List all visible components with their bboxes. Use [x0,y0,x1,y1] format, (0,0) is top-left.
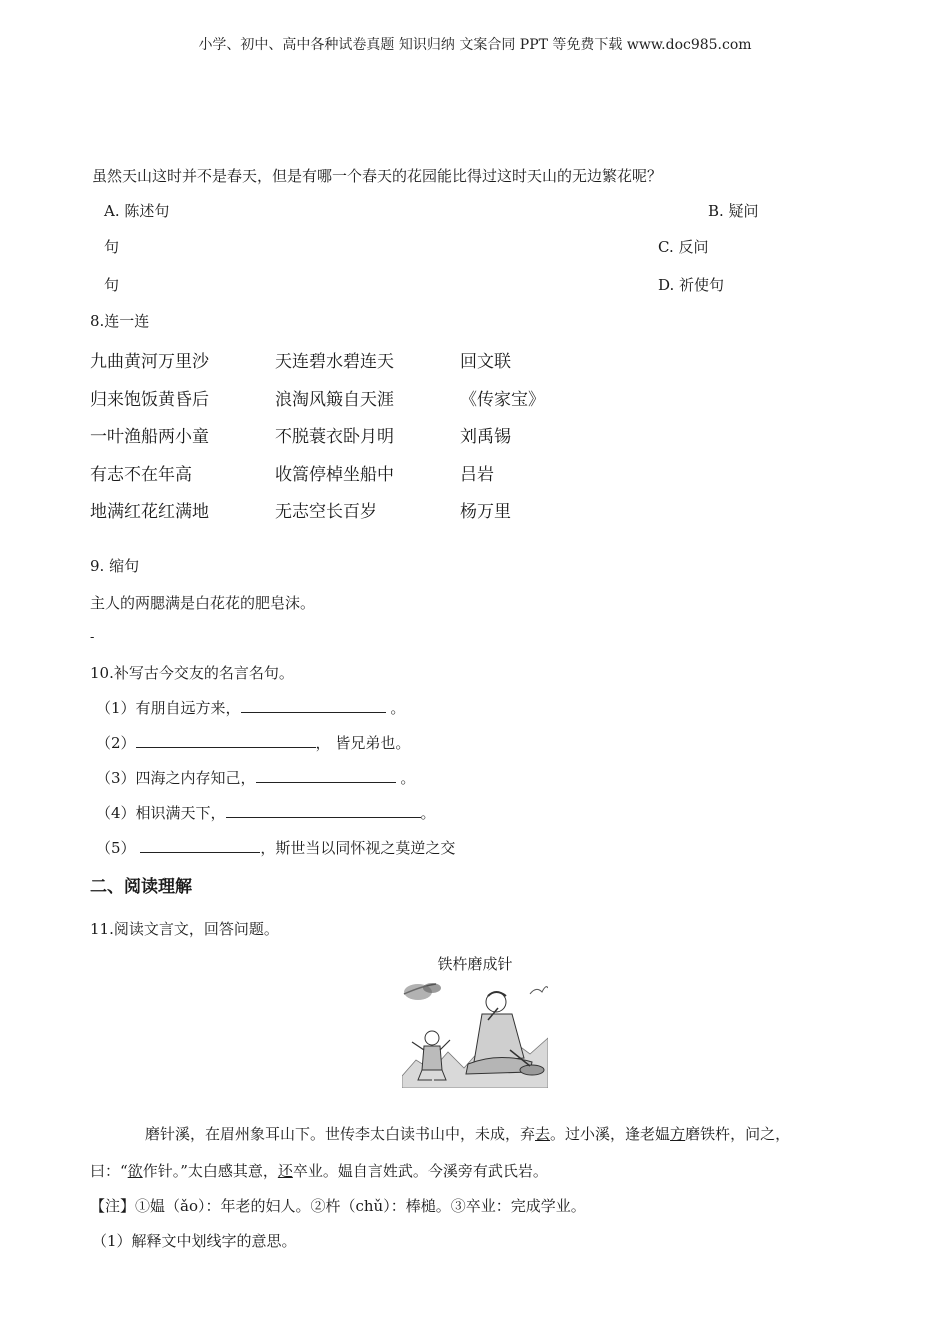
passage-text: 磨铁杵，问之， [685,1125,791,1143]
q8-col1-item: 地满红花红满地 [90,502,209,522]
passage-text: 作针。”太白感其意， [142,1162,278,1180]
q10-item-prefix: （3）四海之内存知己， [96,769,256,787]
q8-col1-item: 有志不在年高 [90,465,192,485]
q9-sentence: 主人的两腮满是白花花的肥皂沫。 [90,594,316,612]
q10-item [96,802,436,823]
q10-item-suffix: 。 [395,769,416,787]
page-header: 小学、初中、高中各种试卷真题 知识归纳 文案合同 PPT 等免费下载 www.doc985.com [198,37,752,53]
q8-col1-item: 九曲黄河万里沙 [90,352,209,372]
q10-item-prefix: （4）相识满天下， [96,804,226,822]
q8-col3-item: 回文联 [460,352,511,372]
passage-title: 铁杵磨成针 [437,955,513,973]
q10-item-prefix: （5） [96,839,141,857]
passage-text: 卒业。媪自言姓武。今溪旁有武氏岩。 [292,1162,548,1180]
underlined-word: 去 [535,1125,551,1143]
q8-col2-item: 不脱蓑衣卧月明 [275,427,394,447]
q10-item [96,837,455,858]
passage-note: 【注】①媪（ǎo）：年老的妇人。②杵（chǔ）：棒槌。③卒业：完成学业。 [90,1197,586,1215]
story-illustration [402,980,548,1088]
q7-option-b: B. 疑问 [708,202,759,220]
q8-col3-item: 《传家宝》 [460,390,545,410]
q10-title: 10.补写古今交友的名言名句。 [90,664,294,682]
q10-blank-3[interactable] [256,768,396,783]
q10-item [96,767,415,788]
q7-sentence: 虽然天山这时并不是春天，但是有哪一个春天的花园能比得过这时天山的无边繁花呢？ [92,167,663,185]
q7-option-c: C. 反问 [658,238,709,256]
q8-title: 8.连一连 [90,312,150,330]
q8-col2-item: 浪淘风簸自天涯 [275,390,394,410]
q7-fragment: 句 [104,238,120,256]
underlined-word: 还 [277,1162,293,1180]
q11-subquestion-1: （1）解释文中划线字的意思。 [92,1232,297,1250]
underlined-word: 欲 [127,1162,143,1180]
q8-col3-item: 杨万里 [460,502,511,522]
q10-item-prefix: （1）有朋自远方来， [96,699,241,717]
q7-option-a: A. 陈述句 [104,202,170,220]
q10-blank-5[interactable] [140,838,260,853]
q10-blank-1[interactable] [241,698,386,713]
q7-option-d: D. 祈使句 [658,276,725,294]
q10-item-suffix: 。 [420,804,436,822]
q10-item-suffix: ， 皆兄弟也。 [315,734,411,752]
q10-item-suffix: ，斯世当以同怀视之莫逆之交 [260,839,456,857]
passage-text: 磨针溪，在眉州象耳山下。世传李太白读书山中，未成，弃 [145,1125,536,1143]
section-heading: 二、阅读理解 [90,877,192,897]
q8-col3-item: 吕岩 [460,465,494,485]
story-illustration-svg [402,980,548,1088]
q11-title: 11.阅读文言文，回答问题。 [90,920,279,938]
q10-item-suffix: 。 [385,699,406,717]
q9-title: 9. 缩句 [90,557,140,575]
q8-col2-item: 无志空长百岁 [275,502,377,522]
q8-col2-item: 收篙停棹坐船中 [275,465,394,485]
q8-col1-item: 归来饱饭黄昏后 [90,390,209,410]
q10-item [96,697,405,718]
passage-line-1 [145,1123,790,1144]
underlined-word: 方 [670,1125,686,1143]
passage-line-2 [90,1160,548,1181]
q10-blank-2[interactable] [136,733,316,748]
passage-text: 。过小溪，逢老媪 [550,1125,671,1143]
q10-blank-4[interactable] [226,803,421,818]
q10-item [96,732,410,753]
q10-item-prefix: （2） [96,734,136,752]
q9-answer-dash: - [90,630,95,645]
q8-col1-item: 一叶渔船两小童 [90,427,209,447]
q8-col3-item: 刘禹锡 [460,427,511,447]
passage-text: 曰：“ [90,1162,128,1180]
q8-col2-item: 天连碧水碧连天 [275,352,394,372]
q7-fragment: 句 [104,276,120,294]
